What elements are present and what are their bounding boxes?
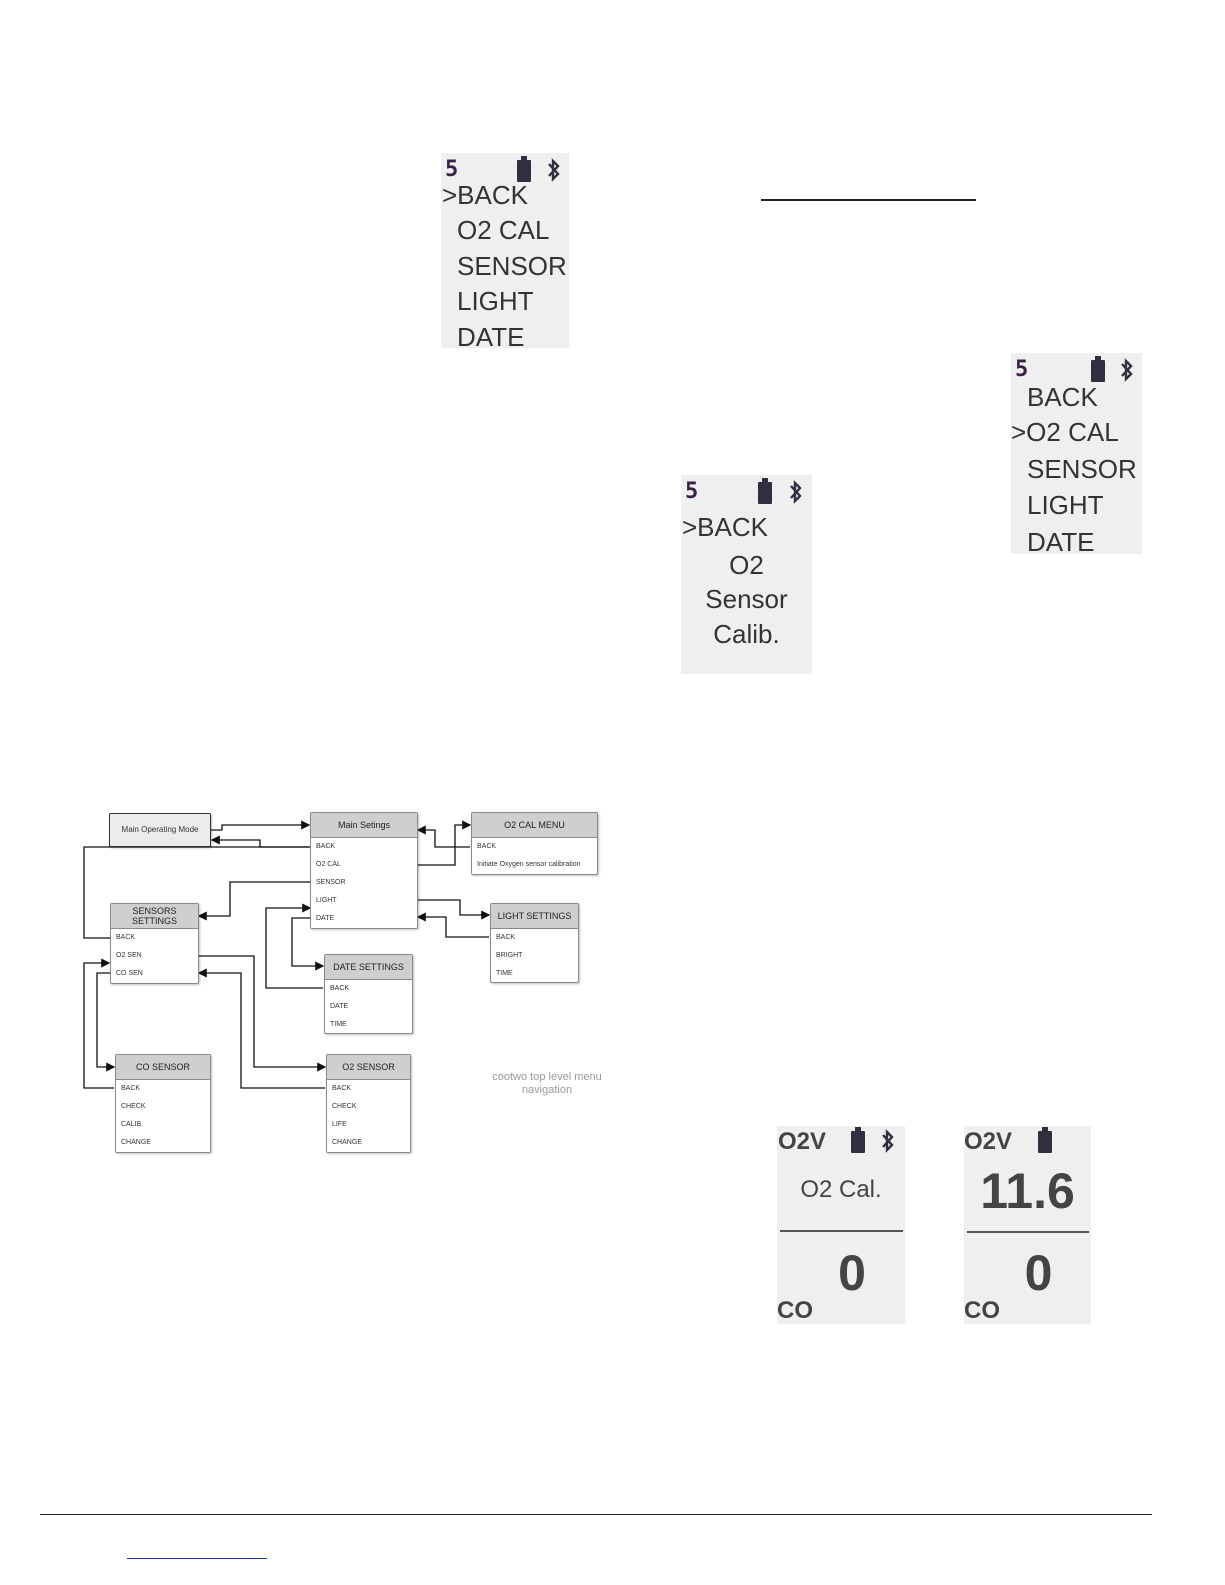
- box-o2-cal-menu: [471, 812, 598, 875]
- box-light-settings-title: LIGHT SETTINGS: [491, 904, 578, 929]
- co-label: CO: [964, 1297, 1000, 1324]
- box-date-settings-title: DATE SETTINGS: [325, 955, 412, 980]
- box-row: CHECK: [332, 1103, 357, 1110]
- box-row: O2 CAL: [316, 861, 341, 868]
- box-row: BACK: [316, 843, 336, 850]
- box-sensors-settings-title-line2: SETTINGS: [131, 916, 177, 926]
- calib-line-o2: O2: [729, 550, 764, 580]
- device-screen-o2-calib-menu: [681, 475, 812, 674]
- box-sensors-settings: [110, 903, 199, 984]
- flowchart-caption-line2: navigation: [521, 1084, 573, 1096]
- box-row: LIFE: [332, 1121, 347, 1128]
- box-row: CHANGE: [332, 1139, 362, 1146]
- box-row: DATE: [330, 1003, 349, 1010]
- box-row: BACK: [121, 1085, 141, 1092]
- box-row: BACK: [496, 934, 516, 941]
- screen-divider: [780, 1230, 903, 1232]
- footer-link-underline[interactable]: [127, 1558, 267, 1559]
- calib-line-sensor: Sensor: [705, 584, 788, 614]
- box-row: BACK: [116, 934, 136, 941]
- o2v-label: O2V: [964, 1128, 1013, 1155]
- co-value: 0: [838, 1245, 866, 1301]
- box-row: TIME: [330, 1021, 347, 1028]
- device-screen-o2cal-selected: [1011, 353, 1142, 554]
- box-row: DATE: [316, 915, 335, 922]
- menu-item-back[interactable]: >BACK: [682, 512, 768, 542]
- box-row: BRIGHT: [496, 952, 523, 959]
- box-row: SENSOR: [316, 879, 346, 886]
- menu-item-date[interactable]: DATE: [457, 322, 525, 348]
- underline-rule: [761, 199, 976, 201]
- status-number: 5: [1015, 357, 1029, 382]
- box-o2-sensor: [326, 1054, 411, 1153]
- box-light-settings: [490, 903, 579, 983]
- status-number: 5: [445, 157, 459, 182]
- box-sensors-settings-title: [111, 904, 198, 929]
- box-row: CO SEN: [116, 970, 143, 977]
- menu-item-back[interactable]: BACK: [1027, 382, 1098, 412]
- box-row: BACK: [477, 843, 497, 850]
- device-screen-reading: [964, 1126, 1091, 1324]
- box-main-settings: [310, 812, 418, 929]
- menu-item-o2-cal[interactable]: O2 CAL: [457, 215, 550, 245]
- battery-icon: [851, 1131, 865, 1153]
- box-row: CHECK: [121, 1103, 146, 1110]
- box-co-sensor: [115, 1054, 211, 1153]
- menu-item-light[interactable]: LIGHT: [1027, 490, 1104, 520]
- footer-rule: [40, 1514, 1152, 1515]
- box-row: CHANGE: [121, 1139, 151, 1146]
- box-main-settings-title: Main Setings: [311, 813, 417, 838]
- o2-cal-message: O2 Cal.: [800, 1176, 882, 1203]
- box-sensors-settings-title-line1: SENSORS: [132, 906, 177, 916]
- box-co-sensor-title: CO SENSOR: [116, 1055, 210, 1080]
- box-o2-cal-menu-title: O2 CAL MENU: [472, 813, 597, 838]
- menu-item-light[interactable]: LIGHT: [457, 286, 534, 316]
- box-row: BACK: [330, 985, 350, 992]
- menu-item-date[interactable]: DATE: [1027, 527, 1095, 554]
- status-bar: [685, 479, 808, 507]
- o2-value: 11.6: [980, 1163, 1075, 1219]
- box-main-operating-mode: [109, 813, 211, 847]
- menu-item-back[interactable]: >BACK: [442, 180, 528, 210]
- box-row: CALIB.: [121, 1121, 144, 1128]
- box-row: O2 SEN: [116, 952, 142, 959]
- box-main-operating-mode-label: Main Operating Mode: [121, 825, 199, 834]
- screen-divider: [967, 1231, 1089, 1233]
- device-screen-main-menu: [441, 153, 569, 348]
- box-row: Initiate Oxygen sensor calibration: [477, 861, 581, 868]
- box-row: LIGHT: [316, 897, 337, 904]
- box-o2-sensor-title: O2 SENSOR: [327, 1055, 410, 1080]
- box-row: TIME: [496, 970, 513, 977]
- calib-line-calib: Calib.: [713, 619, 780, 649]
- menu-item-sensor[interactable]: SENSOR: [1027, 454, 1137, 484]
- bluetooth-icon: [879, 1128, 897, 1154]
- menu-item-sensor[interactable]: SENSOR: [457, 251, 567, 281]
- status-number: 5: [685, 479, 699, 504]
- flowchart-caption: [478, 1071, 616, 1097]
- co-value: 0: [1024, 1245, 1053, 1301]
- bluetooth-icon: [787, 479, 805, 505]
- menu-item-o2-cal[interactable]: >O2 CAL: [1011, 417, 1119, 447]
- flowchart-caption-line1: cootwo top level menu: [492, 1071, 602, 1083]
- o2v-label: O2V: [778, 1128, 827, 1155]
- battery-icon: [1038, 1131, 1052, 1153]
- co-label: CO: [777, 1297, 813, 1324]
- box-date-settings: [324, 954, 413, 1034]
- battery-icon: [758, 482, 772, 504]
- box-row: BACK: [332, 1085, 352, 1092]
- device-screen-o2-calibrating: [777, 1126, 905, 1324]
